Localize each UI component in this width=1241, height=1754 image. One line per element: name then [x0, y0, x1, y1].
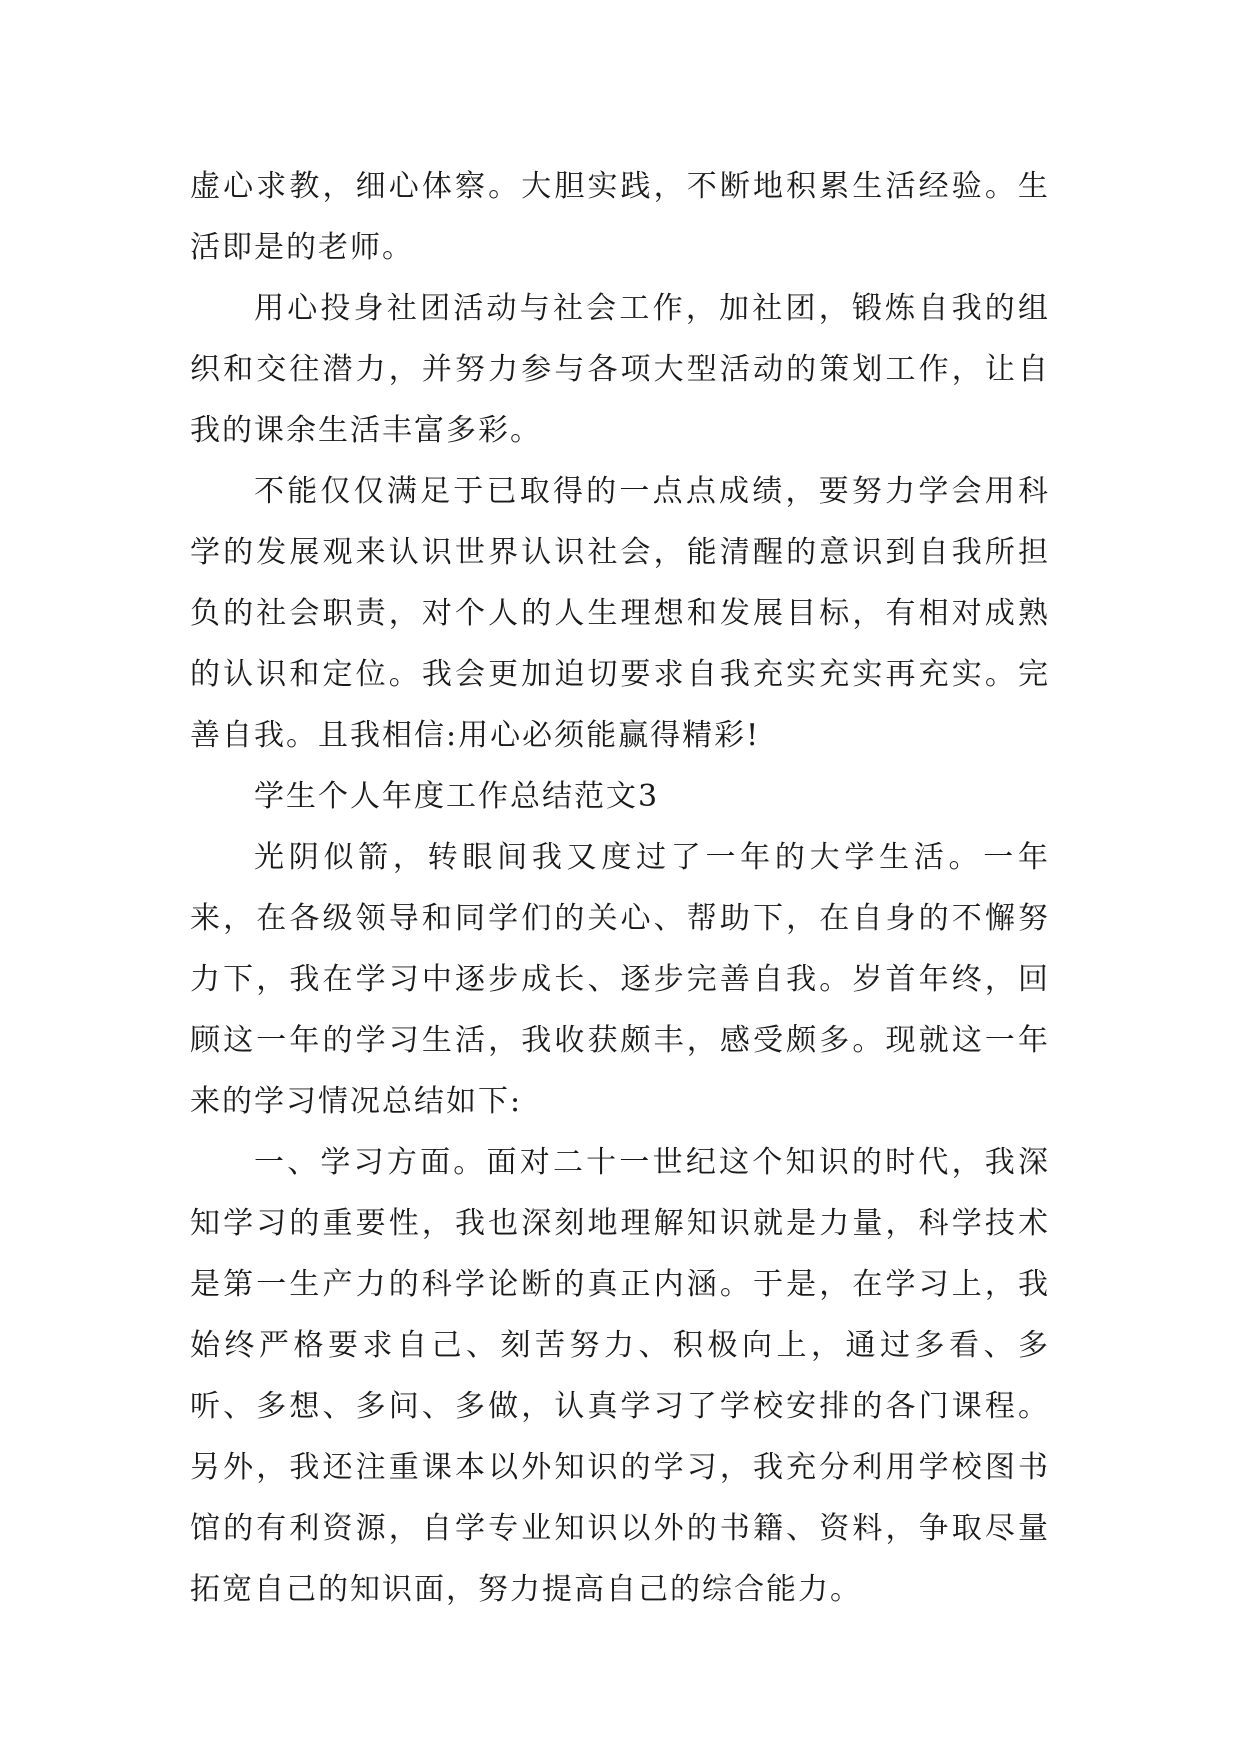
document-body [190, 156, 1050, 1620]
paragraph-club-activities: 用心投身社团活动与社会工作，加社团，锻炼自我的组织和交往潜力，并努力参与各项大型活动的策划工作，让自我的课余生活丰富多彩。 [190, 291, 1050, 448]
paragraph-continuation: 虚心求教，细心体察。大胆实践，不断地积累生活经验。生活即是的老师。 [190, 169, 1050, 265]
section-heading: 学生个人年度工作总结范文3 [254, 779, 660, 814]
paragraph-year-review: 光阴似箭，转眼间我又度过了一年的大学生活。一年来，在各级领导和同学们的关心、帮助下，在自身的不懈努力下，我在学习中逐步成长、逐步完善自我。岁首年终，回顾这一年的学习生活，我收获颇丰，感受颇多。现就这一年来的学习情况总结如下: [190, 840, 1050, 1119]
paragraph-study-aspect: 一、学习方面。面对二十一世纪这个知识的时代，我深知学习的重要性，我也深刻地理解知识就是力量，科学技术是第一生产力的科学论断的真正内涵。于是，在学习上，我始终严格要求自己、刻苦努力、积极向上，通过多看、多听、多想、多问、多做，认真学习了学校安排的各门课程。另外，我还注重课本以外知识的学习，我充分利用学校图书馆的有利资源，自学专业知识以外的书籍、资料，争取尽量拓宽自己的知识面，努力提高自己的综合能力。 [190, 1145, 1050, 1607]
paragraph-self-improvement: 不能仅仅满足于已取得的一点点成绩，要努力学会用科学的发展观来认识世界认识社会，能清醒的意识到自我所担负的社会职责，对个人的人生理想和发展目标，有相对成熟的认识和定位。我会更加迫切要求自我充实充实再充实。完善自我。且我相信:用心必须能赢得精彩! [190, 474, 1050, 753]
